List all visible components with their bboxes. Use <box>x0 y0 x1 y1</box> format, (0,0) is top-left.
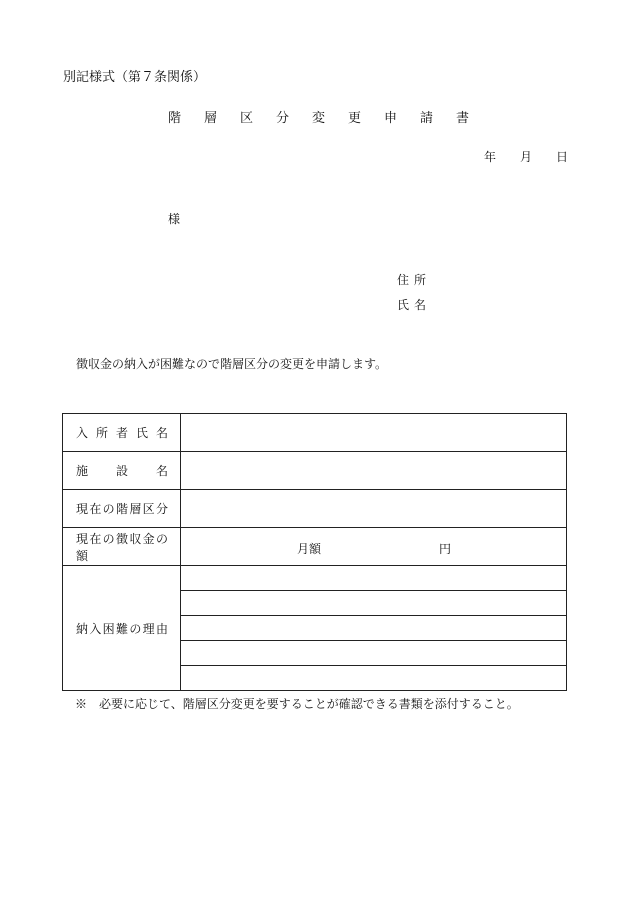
current-fee-field[interactable] <box>181 528 567 566</box>
table-row <box>63 528 567 566</box>
resident-name-field[interactable] <box>181 414 567 452</box>
title-char: 書 <box>456 111 470 126</box>
attachment-note: ※ 必要に応じて、階層区分変更を要することが確認できる書類を添付すること。 <box>75 697 519 711</box>
date-year-field[interactable]: 年 <box>484 150 497 164</box>
application-statement: 徴収金の納入が困難なので階層区分の変更を申請します。 <box>76 357 388 371</box>
row-label: 施設名 <box>76 464 168 478</box>
title-char: 変 <box>312 111 326 126</box>
reason-line-5[interactable] <box>181 666 567 691</box>
addressee-field[interactable]: 様 <box>168 212 181 226</box>
facility-name-field[interactable] <box>181 452 567 490</box>
row-label: 納入困難の理由 <box>76 621 168 636</box>
row-label: 現在の徴収金の額 <box>76 531 168 563</box>
current-tier-field[interactable] <box>181 490 567 528</box>
date-month-field[interactable]: 月 <box>520 150 533 164</box>
title-char: 更 <box>348 111 362 126</box>
table-row <box>63 414 567 452</box>
current-tier-label <box>63 490 181 528</box>
title-char: 階 <box>168 111 182 126</box>
date-day-field[interactable]: 日 <box>556 150 569 164</box>
title-char: 区 <box>240 111 254 126</box>
name-label: 氏名 <box>397 298 432 312</box>
title-char: 申 <box>384 111 398 126</box>
reason-line-4[interactable] <box>181 641 567 666</box>
facility-name-label <box>63 452 181 490</box>
resident-name-label <box>63 414 181 452</box>
row-label: 入所者氏名 <box>76 426 168 440</box>
table-row <box>63 566 567 591</box>
reason-line-1[interactable] <box>181 566 567 591</box>
title-char: 請 <box>420 111 434 126</box>
table-row <box>63 452 567 490</box>
title-char: 層 <box>204 111 218 126</box>
reason-line-2[interactable] <box>181 591 567 616</box>
address-label: 住所 <box>397 273 432 287</box>
document-title <box>168 107 492 126</box>
fee-yen-label: 円 <box>439 542 452 556</box>
reason-line-3[interactable] <box>181 616 567 641</box>
application-table <box>62 413 567 691</box>
title-char: 分 <box>276 111 290 126</box>
table-row <box>63 490 567 528</box>
fee-month-label: 月額 <box>297 542 322 556</box>
reason-label <box>63 566 181 691</box>
current-fee-label <box>63 528 181 566</box>
row-label: 現在の階層区分 <box>76 502 168 516</box>
form-label: 別記様式（第７条関係） <box>63 70 207 85</box>
